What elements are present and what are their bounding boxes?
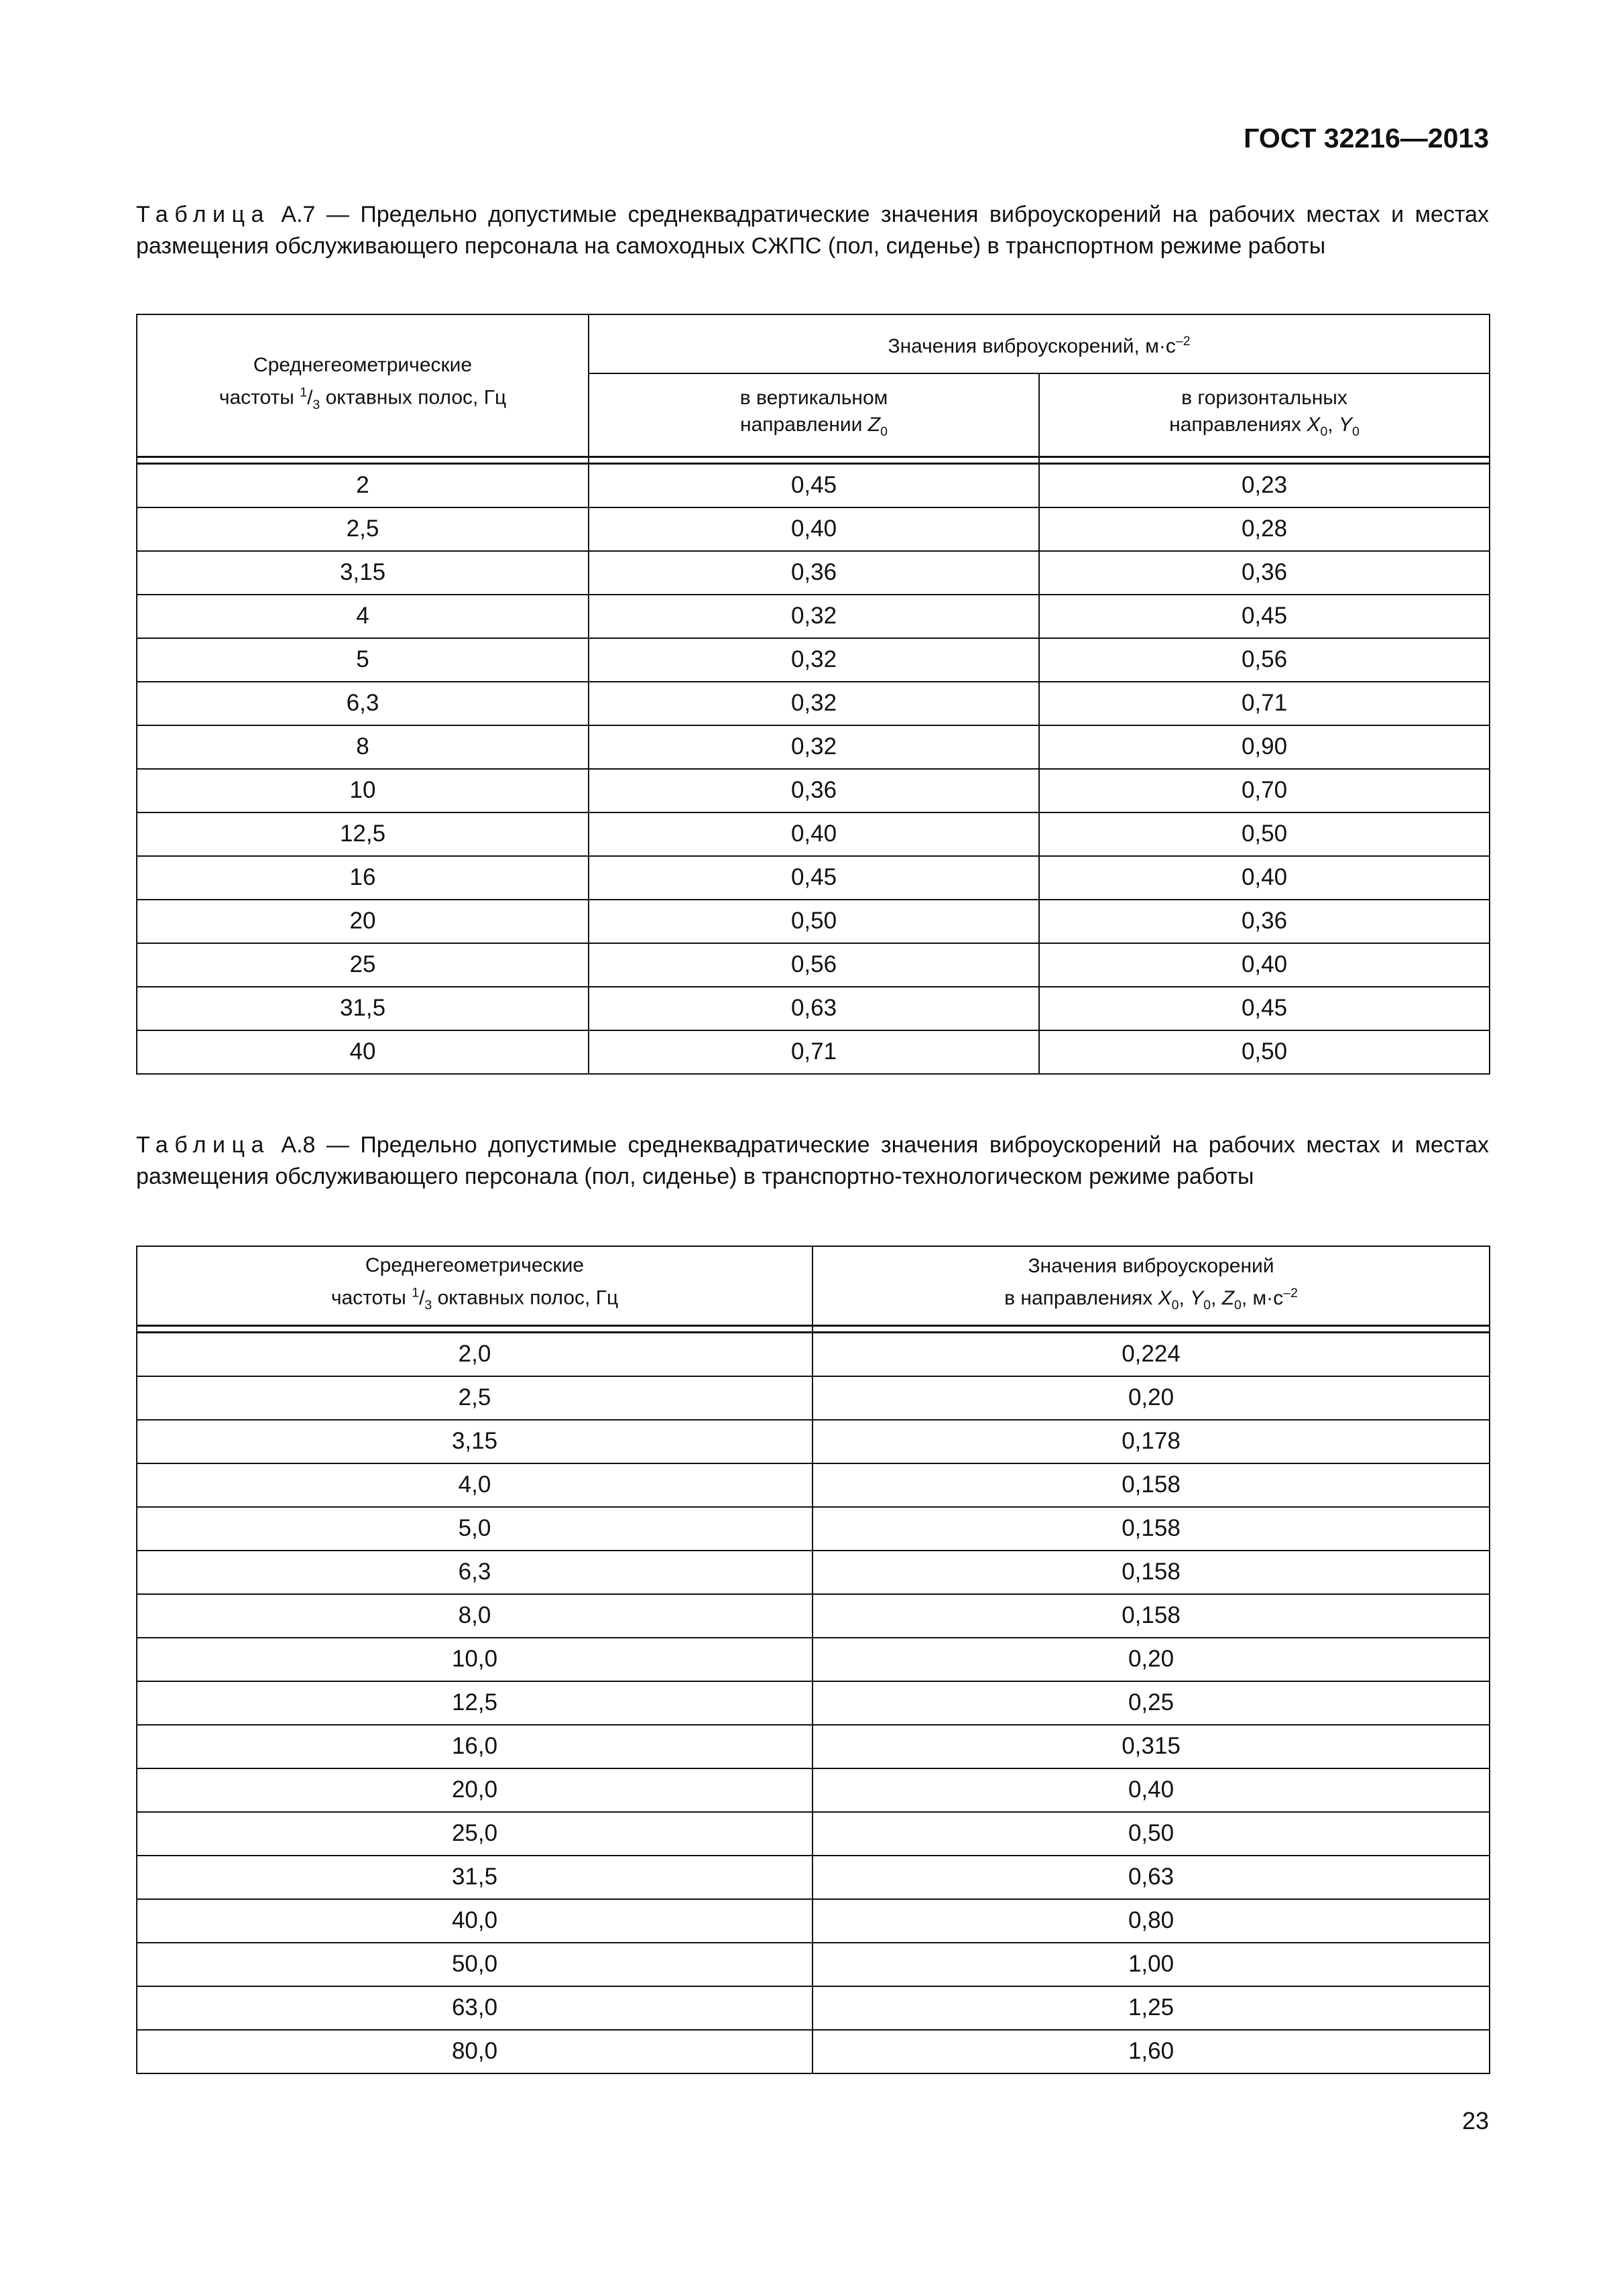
- table-cell: 6,3: [137, 1551, 813, 1594]
- header-vertical: в вертикальном направлении $Z_0$: [589, 373, 1039, 457]
- table-row: [137, 2030, 1490, 2073]
- table-cell: 0,32: [589, 682, 1039, 725]
- table-row: [137, 1986, 1490, 2030]
- page-number: 23: [1461, 2107, 1489, 2134]
- table-cell: 2,5: [137, 1376, 813, 1420]
- header-values: Значения виброускорений в направлениях $X_0$, $Y_0$, $Z_0$, $м\cdot с^{-2}$: [813, 1246, 1490, 1325]
- caption-number: А.8: [269, 1132, 316, 1158]
- table-row: [137, 1681, 1490, 1725]
- caption-prefix: Таблица: [136, 1132, 270, 1158]
- table-cell: 8: [137, 725, 589, 769]
- table-row: [137, 1332, 1490, 1376]
- table-cell: 1,25: [813, 1986, 1490, 2030]
- table-row: [137, 595, 1490, 638]
- table-cell: 2,0: [137, 1332, 813, 1376]
- table-row: [137, 1594, 1490, 1638]
- table-cell: 2: [137, 463, 589, 507]
- table-cell: 0,158: [813, 1507, 1490, 1551]
- table-cell: 0,36: [589, 551, 1039, 595]
- table-cell: 0,158: [813, 1551, 1490, 1594]
- table-cell: 50,0: [137, 1943, 813, 1986]
- table-cell: 6,3: [137, 682, 589, 725]
- table-cell: 0,32: [589, 725, 1039, 769]
- table-cell: 0,40: [1039, 943, 1490, 987]
- table-cell: 0,63: [813, 1856, 1490, 1899]
- table-row: [137, 1725, 1490, 1768]
- table-row: [137, 463, 1490, 507]
- table-row: [137, 1420, 1490, 1463]
- table-row: [137, 638, 1490, 682]
- caption-text: — Предельно допустимые среднеквадратические значения виброускорений на рабочих местах и местах размещения обслуживающего персонала на самоходных СЖПС (пол, сиденье) в транспортном режиме работы: [136, 202, 1489, 259]
- table-cell: 0,178: [813, 1420, 1490, 1463]
- header-values: Значения виброускорений, $м\cdot с^{-2}$: [589, 314, 1490, 373]
- table-cell: 0,40: [589, 507, 1039, 551]
- table-cell: 31,5: [137, 1856, 813, 1899]
- caption-number: А.7: [269, 202, 316, 227]
- table-cell: 5: [137, 638, 589, 682]
- table-cell: 20: [137, 900, 589, 943]
- table-cell: 80,0: [137, 2030, 813, 2073]
- table-row: [137, 1463, 1490, 1507]
- table-cell: 0,50: [813, 1812, 1490, 1856]
- header-horizontal: в горизонтальных направлениях $X_0$, $Y_0$: [1039, 373, 1490, 457]
- table-row: [137, 856, 1490, 900]
- table-cell: 10,0: [137, 1638, 813, 1681]
- table-row: [137, 1943, 1490, 1986]
- table-cell: 0,36: [1039, 900, 1490, 943]
- table-cell: 0,40: [813, 1768, 1490, 1812]
- table-cell: 0,20: [813, 1638, 1490, 1681]
- table-cell: 3,15: [137, 1420, 813, 1463]
- table-row: [137, 507, 1490, 551]
- table-cell: 12,5: [137, 812, 589, 856]
- table-row: [137, 769, 1490, 812]
- table-cell: 12,5: [137, 1681, 813, 1725]
- table-row: [137, 725, 1490, 769]
- table-cell: 8,0: [137, 1594, 813, 1638]
- table-cell: 0,40: [1039, 856, 1490, 900]
- fraction-one-third: $^1/_3$: [412, 1285, 432, 1313]
- table-row: [137, 900, 1490, 943]
- table-row: [137, 1768, 1490, 1812]
- table-cell: 0,71: [589, 1030, 1039, 1074]
- table-cell: 40: [137, 1030, 589, 1074]
- table-row: [137, 551, 1490, 595]
- table-cell: 4,0: [137, 1463, 813, 1507]
- table-cell: 2,5: [137, 507, 589, 551]
- table-cell: 25,0: [137, 1812, 813, 1856]
- table-cell: 0,23: [1039, 463, 1490, 507]
- table-row: [137, 987, 1490, 1030]
- table-row: [137, 1376, 1490, 1420]
- table-row: [137, 943, 1490, 987]
- table-cell: 0,56: [589, 943, 1039, 987]
- table-cell: 0,40: [589, 812, 1039, 856]
- table-cell: 0,32: [589, 595, 1039, 638]
- table-cell: 1,60: [813, 2030, 1490, 2073]
- table-cell: 5,0: [137, 1507, 813, 1551]
- table-cell: 0,80: [813, 1899, 1490, 1943]
- table-row: [137, 1030, 1490, 1074]
- table-cell: 1,00: [813, 1943, 1490, 1986]
- table-cell: 0,20: [813, 1376, 1490, 1420]
- table-cell: 0,315: [813, 1725, 1490, 1768]
- table-cell: 10: [137, 769, 589, 812]
- table-row: [137, 1551, 1490, 1594]
- table-cell: 0,158: [813, 1463, 1490, 1507]
- table-cell: 0,36: [1039, 551, 1490, 595]
- table-row: [137, 1899, 1490, 1943]
- table-cell: 0,71: [1039, 682, 1490, 725]
- table-cell: 63,0: [137, 1986, 813, 2030]
- table-row: [137, 1638, 1490, 1681]
- caption-prefix: Таблица: [136, 202, 270, 227]
- table-cell: 31,5: [137, 987, 589, 1030]
- table-cell: 40,0: [137, 1899, 813, 1943]
- table-row: [137, 1507, 1490, 1551]
- table-cell: 0,45: [589, 856, 1039, 900]
- table-a7: [136, 314, 1490, 1075]
- document-code: ГОСТ 32216—2013: [1244, 123, 1489, 154]
- table-cell: 0,32: [589, 638, 1039, 682]
- table-row: [137, 812, 1490, 856]
- header-frequency: Среднегеометрические частоты $^1/_3$ октавных полос, Гц: [137, 314, 589, 457]
- caption-text: — Предельно допустимые среднеквадратические значения виброускорений на рабочих местах и местах размещения обслуживающего персонала (пол, сиденье) в транспортно-технологическом режиме работы: [136, 1132, 1489, 1189]
- table-row: [137, 1856, 1490, 1899]
- table-row: [137, 1812, 1490, 1856]
- table-cell: 0,56: [1039, 638, 1490, 682]
- table-cell: 0,25: [813, 1681, 1490, 1725]
- table-cell: 0,45: [589, 463, 1039, 507]
- table-cell: 0,36: [589, 769, 1039, 812]
- table-cell: 0,50: [589, 900, 1039, 943]
- table-cell: 0,90: [1039, 725, 1490, 769]
- table-a8-caption: [136, 1130, 1489, 1193]
- fraction-one-third: $^1/_3$: [300, 385, 320, 413]
- table-cell: 16,0: [137, 1725, 813, 1768]
- table-cell: 0,45: [1039, 595, 1490, 638]
- table-cell: 0,45: [1039, 987, 1490, 1030]
- table-cell: 0,158: [813, 1594, 1490, 1638]
- table-cell: 20,0: [137, 1768, 813, 1812]
- table-a7-caption: [136, 199, 1489, 262]
- table-cell: 0,50: [1039, 812, 1490, 856]
- table-cell: 0,50: [1039, 1030, 1490, 1074]
- table-a8: [136, 1246, 1490, 2074]
- table-cell: 16: [137, 856, 589, 900]
- table-cell: 0,63: [589, 987, 1039, 1030]
- table-row: [137, 682, 1490, 725]
- table-cell: 0,224: [813, 1332, 1490, 1376]
- table-cell: 3,15: [137, 551, 589, 595]
- table-cell: 0,70: [1039, 769, 1490, 812]
- table-cell: 4: [137, 595, 589, 638]
- table-cell: 0,28: [1039, 507, 1490, 551]
- header-frequency: Среднегеометрические частоты $^1/_3$ октавных полос, Гц: [137, 1246, 813, 1325]
- table-cell: 25: [137, 943, 589, 987]
